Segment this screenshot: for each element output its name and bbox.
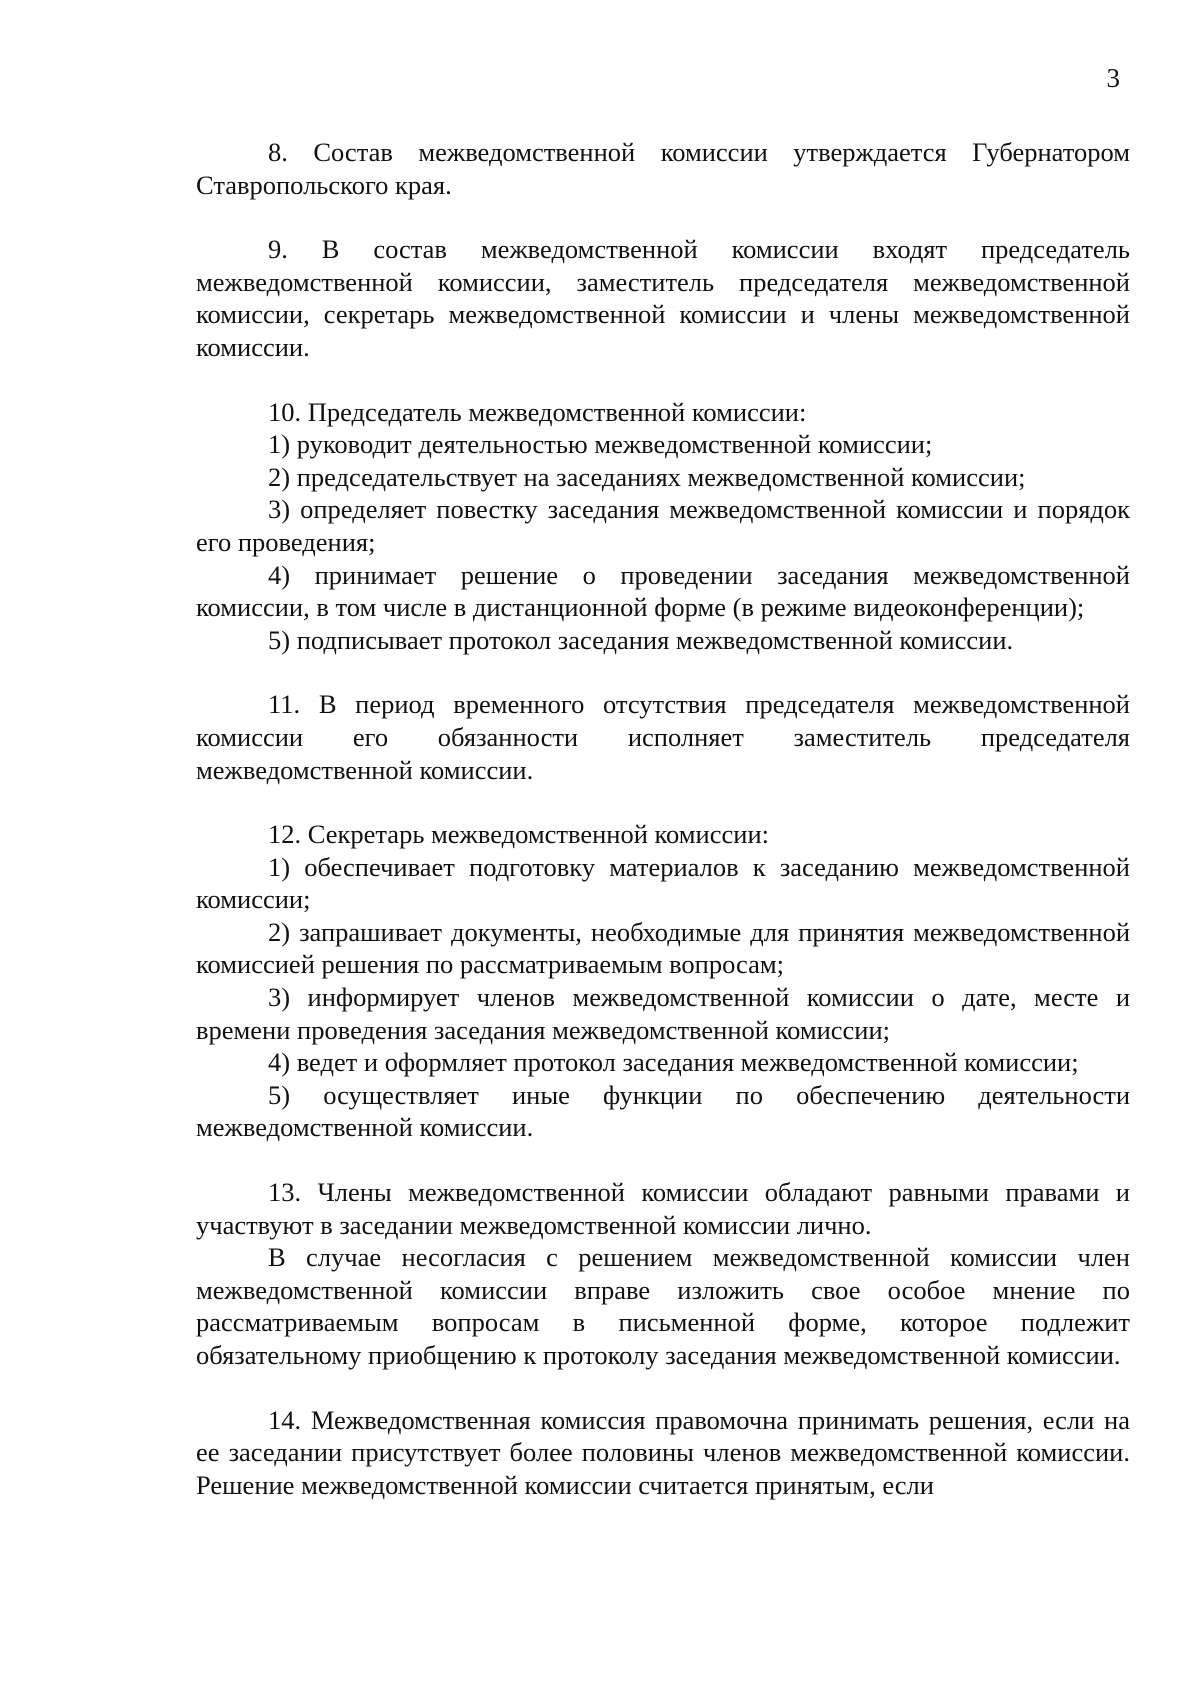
paragraph: 2) председательствует на заседаниях межведомственной комиссии; [268,461,1026,492]
paragraph: 8. Состав межведомственной комиссии утверждается Губернатором Ставропольского края. [196,137,1130,200]
paragraph: В случае несогласия с решением межведомственной комиссии член межведомственной комиссии вправе изложить свое особое мнение по рассматриваемым вопросам в письменной форме, которое подлежит обязательному приобщению к протоколу заседания межведомственной комиссии. [196,1242,1130,1370]
paragraph: 12. Секретарь межведомственной комиссии: [268,819,769,850]
paragraph: 1) руководит деятельностью межведомственной комиссии; [268,429,933,460]
paragraph: 4) ведет и оформляет протокол заседания межведомственной комиссии; [268,1047,1079,1078]
paragraph: 14. Межведомственная комиссия правомочна принимать решения, если на ее заседании присутствует более половины членов межведомственной комиссии. Решение межведомственной комиссии считается принятым, если [196,1404,1130,1500]
paragraph: 5) осуществляет иные функции по обеспечению деятельности межведомственной комиссии. [196,1079,1130,1143]
paragraph: 1) обеспечивает подготовку материалов к заседанию межведомственной комиссии; [196,851,1130,915]
paragraph: 4) принимает решение о проведении заседания межведомственной комиссии, в том числе в дистанционной форме (в режиме видеоконференции); [196,559,1130,623]
paragraph: 3) определяет повестку заседания межведомственной комиссии и порядок его проведения; [196,494,1130,557]
paragraph: 13. Члены межведомственной комиссии обладают равными правами и участвуют в заседании межведомственной комиссии лично. [196,1177,1130,1240]
paragraph: 3) информирует членов межведомственной комиссии о дате, месте и времени проведения заседания межведомственной комиссии; [196,982,1130,1045]
paragraph: 10. Председатель межведомственной комиссии: [268,396,807,427]
paragraph: 11. В период временного отсутствия председателя межведомственной комиссии его обязанности исполняет заместитель председателя межведомственной комиссии. [196,689,1130,785]
page-number: 3 [1106,63,1120,93]
document-body [196,136,1130,1501]
paragraph: 9. В состав межведомственной комиссии входят председатель межведомственной комиссии, заместитель председателя межведомственной комиссии, секретарь межведомственной комиссии и члены межведомственной комиссии. [196,234,1130,362]
paragraph: 2) запрашивает документы, необходимые для принятия межведомственной комиссией решения по рассматриваемым вопросам; [196,916,1130,980]
paragraph: 5) подписывает протокол заседания межведомственной комиссии. [268,624,1014,655]
